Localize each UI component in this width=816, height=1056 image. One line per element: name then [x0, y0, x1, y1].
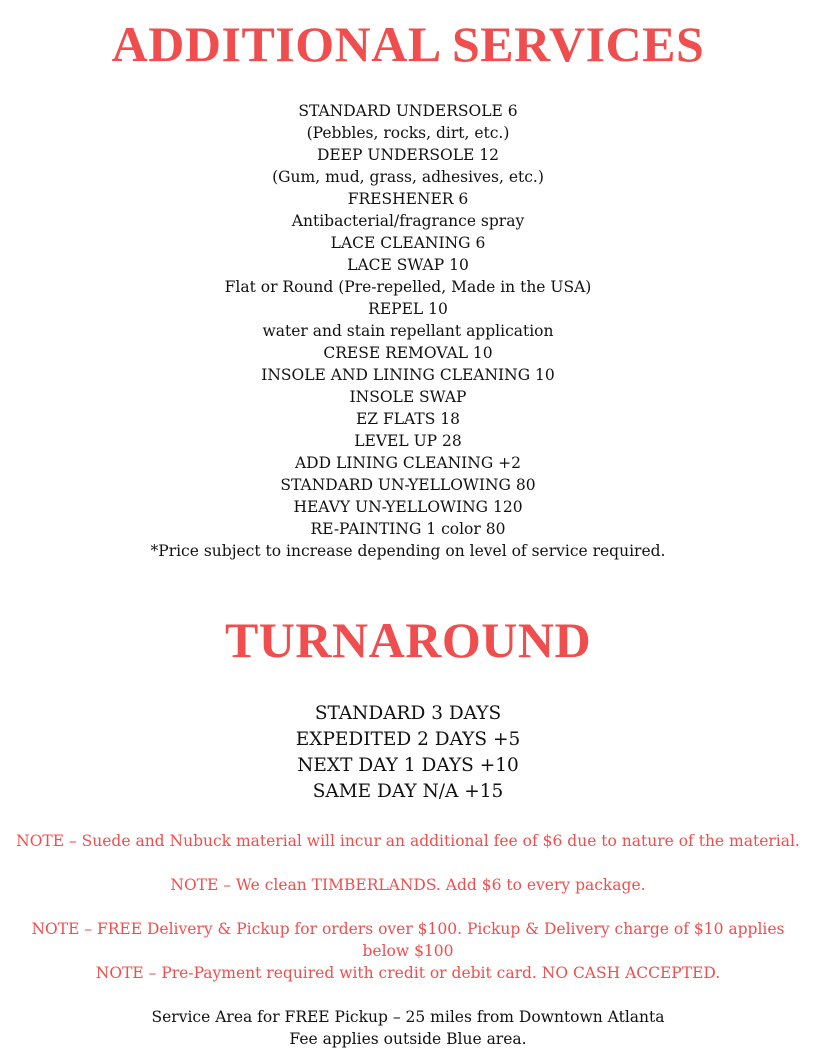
service-line-repainting: RE-PAINTING 1 color 80 [310, 520, 506, 538]
service-line-crease-removal: CRESE REMOVAL 10 [323, 344, 493, 362]
note-free-delivery: NOTE – FREE Delivery & Pickup for orders over $100. Pickup & Delivery charge of $10 applies below $100 [31, 920, 785, 960]
note-prepayment: NOTE – Pre-Payment required with credit or debit card. NO CASH ACCEPTED. [95, 964, 721, 982]
service-line-deep-undersole: DEEP UNDERSOLE 12 [316, 146, 500, 164]
service-line-insole-lining-cleaning: INSOLE AND LINING CLEANING 10 [261, 366, 555, 384]
service-line-repel-note: water and stain repellant application [262, 322, 554, 340]
turnaround-same-day: SAME DAY N/A +15 [312, 781, 504, 802]
turnaround-list [0, 701, 816, 805]
additional-services-heading: ADDITIONAL SERVICES [111, 16, 705, 72]
service-line-freshener-note: Antibacterial/fragrance spray [291, 212, 525, 230]
turnaround-next-day: NEXT DAY 1 DAYS +10 [297, 755, 519, 776]
service-line-standard-unyellowing: STANDARD UN-YELLOWING 80 [280, 476, 536, 494]
turnaround-expedited: EXPEDITED 2 DAYS +5 [295, 729, 521, 750]
service-line-ez-flats: EZ FLATS 18 [355, 410, 460, 428]
service-line-repel: REPEL 10 [368, 300, 448, 318]
price-disclaimer: *Price subject to increase depending on level of service required. [150, 542, 666, 560]
service-line-standard-undersole: STANDARD UNDERSOLE 6 [298, 102, 518, 120]
service-line-lace-cleaning: LACE CLEANING 6 [330, 234, 486, 252]
service-line-standard-undersole-note: (Pebbles, rocks, dirt, etc.) [306, 124, 510, 142]
turnaround-standard: STANDARD 3 DAYS [314, 703, 502, 724]
service-line-deep-undersole-note: (Gum, mud, grass, adhesives, etc.) [272, 168, 544, 186]
service-area-fee-line: Fee applies outside Blue area. [289, 1030, 527, 1048]
service-line-insole-swap: INSOLE SWAP [349, 388, 467, 406]
service-line-lace-swap: LACE SWAP 10 [347, 256, 469, 274]
service-line-level-up: LEVEL UP 28 [354, 432, 462, 450]
service-line-lace-swap-note: Flat or Round (Pre-repelled, Made in the USA) [224, 278, 592, 296]
turnaround-heading: TURNAROUND [224, 612, 592, 668]
note-suede-nubuck: NOTE – Suede and Nubuck material will incur an additional fee of $6 due to nature of the material. [16, 832, 800, 850]
service-line-add-lining-cleaning: ADD LINING CLEANING +2 [294, 454, 521, 472]
service-line-heavy-unyellowing: HEAVY UN-YELLOWING 120 [293, 498, 523, 516]
additional-services-list [0, 100, 816, 562]
note-timberlands: NOTE – We clean TIMBERLANDS. Add $6 to every package. [170, 876, 646, 894]
service-area-line: Service Area for FREE Pickup – 25 miles from Downtown Atlanta [151, 1008, 665, 1026]
service-line-freshener: FRESHENER 6 [347, 190, 469, 208]
